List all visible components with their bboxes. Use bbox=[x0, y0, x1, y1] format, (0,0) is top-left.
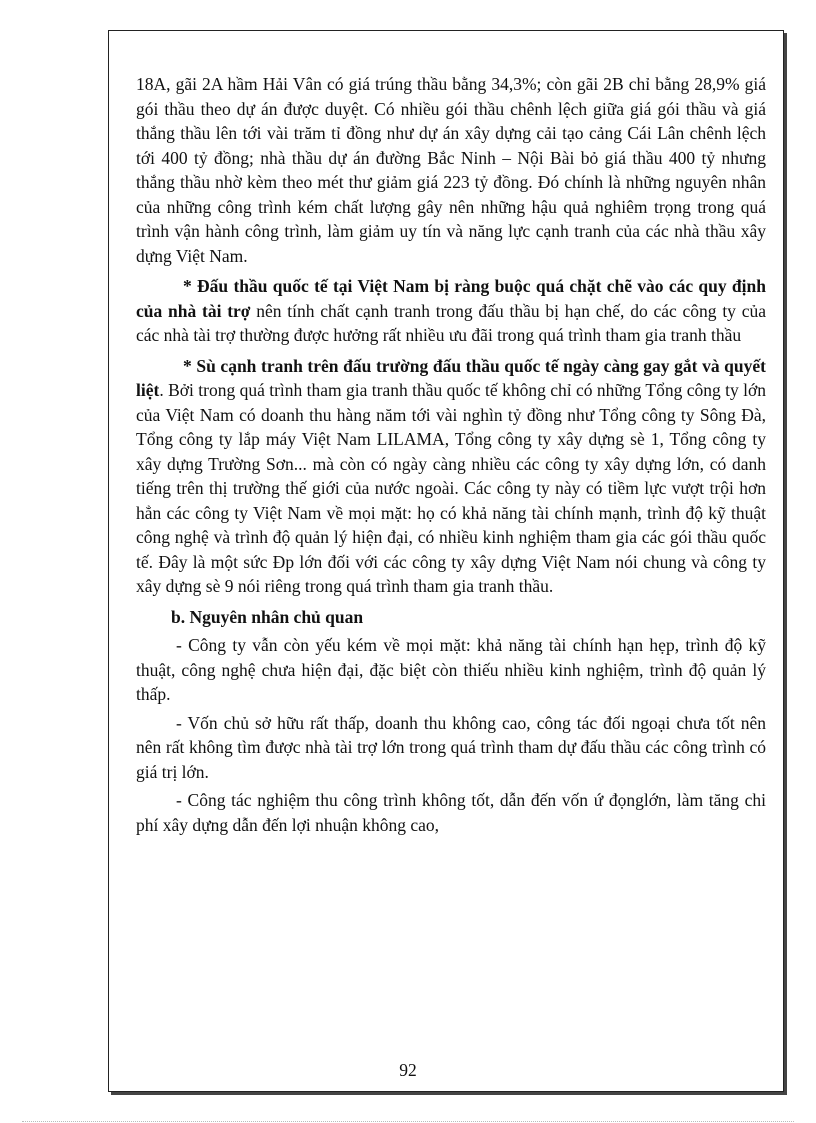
paragraph-2-text: nên tính chất cạnh tranh trong đấu thầu bị hạn chế, do các công ty của các nhà tài trợ thường được hưởng rất nhiều ưu đãi trong quá trình tham gia tranh thầu bbox=[136, 300, 766, 345]
page-break-line bbox=[22, 1121, 794, 1122]
paragraph-2-bold: * Đấu thầu quốc tế tại Việt Nam bị ràng buộc quá chặt chẽ vào các quy định của nhà tài trợ bbox=[136, 276, 766, 321]
paragraph-3-bold: * Sù cạnh tranh trên đấu trường đấu thầu quốc tế ngày càng gay gắt và quyết liệt bbox=[136, 355, 766, 400]
document-body bbox=[136, 72, 766, 837]
paragraph-3 bbox=[136, 354, 766, 599]
paragraph-2 bbox=[136, 274, 766, 348]
paragraph-1: 18A, gãi 2A hầm Hải Vân có giá trúng thầu bằng 34,3%; còn gãi 2B chỉ bằng 28,9% giá gói thầu theo dự án được duyệt. Có nhiều gói thầu chênh lệch giữa giá gói thầu và giá thắng thầu lên tới vài trăm tỉ đồng như dự án xây dựng cải tạo cảng Cái Lân chênh lệch tới 400 tỷ đồng; nhà thầu dự án đường Bắc Ninh – Nội Bài bỏ giá thầu 400 tỷ nhưng thắng thầu nhờ kèm theo mét thư giảm giá 223 tỷ đồng. Đó chính là những nguyên nhân của những công trình kém chất lượng gây nên những hậu quả nghiêm trọng trong quá trình vận hành công trình, làm giảm uy tín và năng lực cạnh tranh của các nhà thầu xây dựng Việt Nam. bbox=[136, 74, 766, 266]
page-number: 92 bbox=[399, 1060, 417, 1080]
bullet-item-1: - Công ty vẫn còn yếu kém về mọi mặt: khả năng tài chính hạn hẹp, trình độ kỹ thuật, công nghệ chưa hiện đại, đặc biệt còn thiếu nhiều kinh nghiệm, trình độ quản lý thấp. bbox=[136, 635, 766, 704]
bullet-item-3: - Công tác nghiệm thu công trình không tốt, dẫn đến vốn ứ đọnglớn, làm tăng chi phí xây dựng dẫn đến lợi nhuận không cao, bbox=[136, 790, 766, 835]
section-heading: b. Nguyên nhân chủ quan bbox=[171, 606, 364, 627]
bullet-item-2: - Vốn chủ sở hữu rất thấp, doanh thu không cao, công tác đối ngoại chưa tốt nên nên rất không tìm được nhà tài trợ lớn trong quá trình tham dự đấu thầu các công trình có giá trị lớn. bbox=[136, 712, 766, 782]
paragraph-3-text: . Bởi trong quá trình tham gia tranh thầu quốc tế không chỉ có những Tổng công ty lớn của Việt Nam có doanh thu hàng năm tới vài nghìn tỷ đồng như Tổng công ty Sông Đà, Tổng công ty lắp máy Việt Nam LILAMA, Tổng công ty xây dựng sè 1, Tổng công ty xây dựng Trường Sơn... mà còn có ngày càng nhiều các công ty xây dựng lớn, có danh tiếng trên thị trường thế giới của nước ngoài. Các công ty này có tiềm lực vượt trội hơn hẳn các công ty Việt Nam về mọi mặt: họ có khả năng tài chính mạnh, trình độ kỹ thuật công nghệ và trình độ quản lý hiện đại, có nhiều kinh nghiệm tham gia các gói thầu quốc tế. Đây là một sức Ðp lớn đối với các công ty xây dựng Việt Nam nói chung và công ty xây dựng sè 9 nói riêng trong quá trình tham gia tranh thầu. bbox=[136, 380, 766, 596]
